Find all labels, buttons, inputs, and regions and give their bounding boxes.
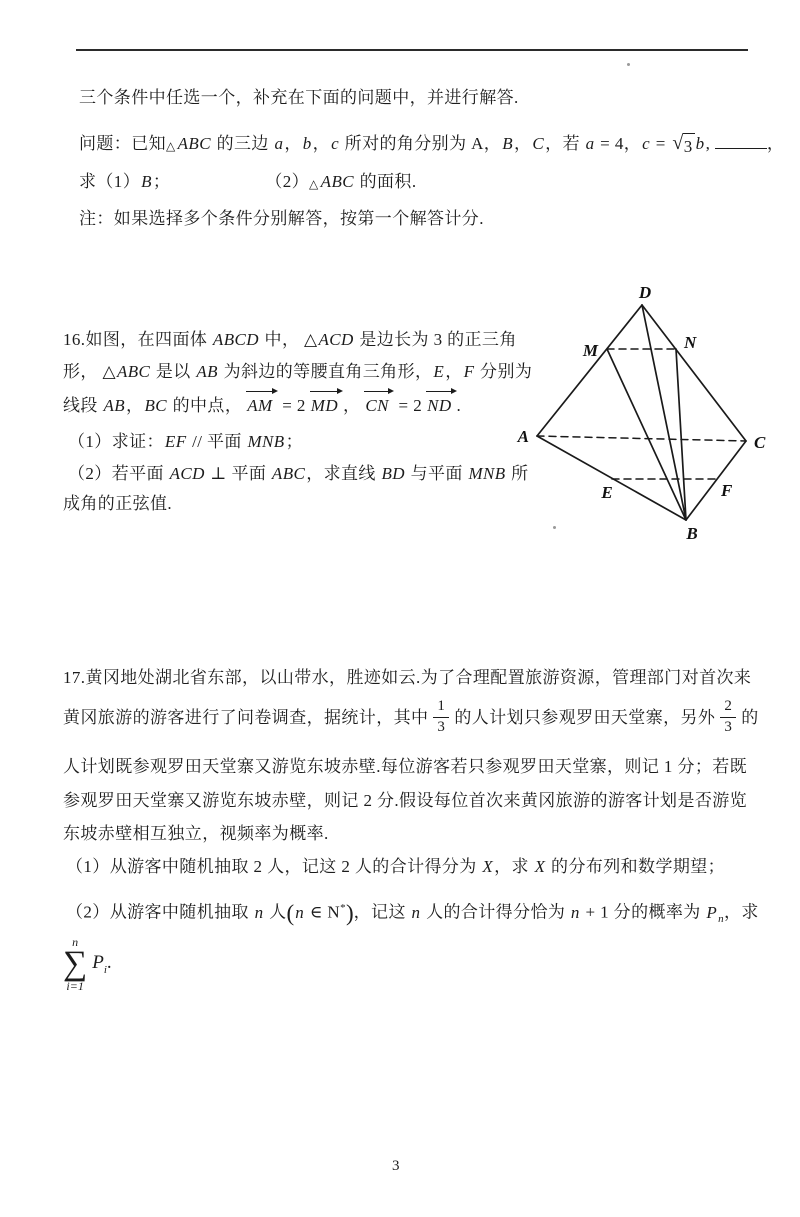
- edge-DC: [642, 305, 746, 441]
- segment-AC-dashed: [537, 436, 746, 441]
- vertex-label-D: D: [638, 283, 652, 302]
- p17-line1: 17.黄冈地处湖北省东部，以山带水，胜迹如云.为了合理配置旅游资源，管理部门对首次来: [63, 668, 752, 687]
- p17-line4: 参观罗田天堂寨又游览东坡赤壁，则记 2 分.假设每位首次来黄冈旅游的游客计划是否游览: [63, 791, 748, 810]
- vertex-label-C: C: [754, 433, 766, 452]
- segment-MB: [607, 349, 686, 520]
- figure-tetrahedron: [512, 282, 792, 562]
- p17-line2: 黄冈旅游的游客进行了问卷调查，据统计，其中 $\frac{1}{3}$ 的人计划只参观罗田天堂寨，另外 $\frac{2}{3}$ 的: [63, 698, 759, 735]
- p16-line5: （2）若平面 ACD ⊥ 平面 ABC，求直线 BD 与平面 MNB 所: [68, 464, 529, 483]
- sum-expression: [63, 936, 112, 992]
- p15-line4: 注：如果选择多个条件分别解答，按第一个解答计分.: [79, 209, 484, 228]
- p17-line7: （2）从游客中随机抽取 n 人(n ∈ N*)，记这 n 人的合计得分恰为 n + 1 分的概率为 $P_n$，求: [66, 900, 759, 926]
- sigma-symbol: n ∑ i=1: [63, 935, 88, 994]
- vertex-label-B: B: [686, 524, 698, 543]
- p16-line3: 线段 AB，BC 的中点， AM = 2 MD ， CN = 2 ND .: [63, 394, 461, 418]
- vertex-label-E: E: [601, 483, 613, 502]
- p16-line6: 成角的正弦值.: [63, 494, 173, 513]
- header-rule: [76, 49, 748, 51]
- scan-speck: [553, 526, 556, 529]
- p15-line3: 求（1）B； （2）△ ABC 的面积.: [79, 172, 417, 191]
- page-number: 3: [392, 1158, 400, 1174]
- vertex-label-A: A: [517, 427, 529, 446]
- p16-line1: 16.如图，在四面体 ABCD 中， △ACD 是边长为 3 的正三角: [63, 330, 517, 349]
- p15-line1: 三个条件中任选一个，补充在下面的问题中，并进行解答.: [79, 88, 519, 107]
- p15-line2: 问题：已知△ ABC 的三边 a，b，c 所对的角分别为 A，B，C，若 a = 4，c = √ 3 b, ，: [79, 131, 784, 159]
- vertex-label-M: M: [582, 341, 598, 360]
- edge-BC: [686, 441, 746, 520]
- scan-speck: [627, 63, 630, 66]
- vertex-label-N: N: [684, 333, 697, 352]
- sum-term: $P_i$.: [92, 952, 112, 977]
- p17-line5: 东坡赤壁相互独立，视频率为概率.: [63, 824, 329, 843]
- p16-line2: 形， △ABC 是以 AB 为斜边的等腰直角三角形，E，F 分别为: [63, 362, 533, 381]
- edge-AD: [537, 305, 642, 436]
- p17-line6: （1）从游客中随机抽取 2 人，记这 2 人的合计得分为 X，求 X 的分布列和数学期望；: [66, 857, 726, 876]
- vertex-label-F: F: [721, 481, 733, 500]
- p17-line3: 人计划既参观罗田天堂寨又游览东坡赤壁.每位游客若只参观罗田天堂寨，则记 1 分；若既: [63, 757, 748, 776]
- p16-line4: （1）求证：EF // 平面 MNB；: [68, 432, 303, 451]
- edge-AB: [537, 436, 686, 520]
